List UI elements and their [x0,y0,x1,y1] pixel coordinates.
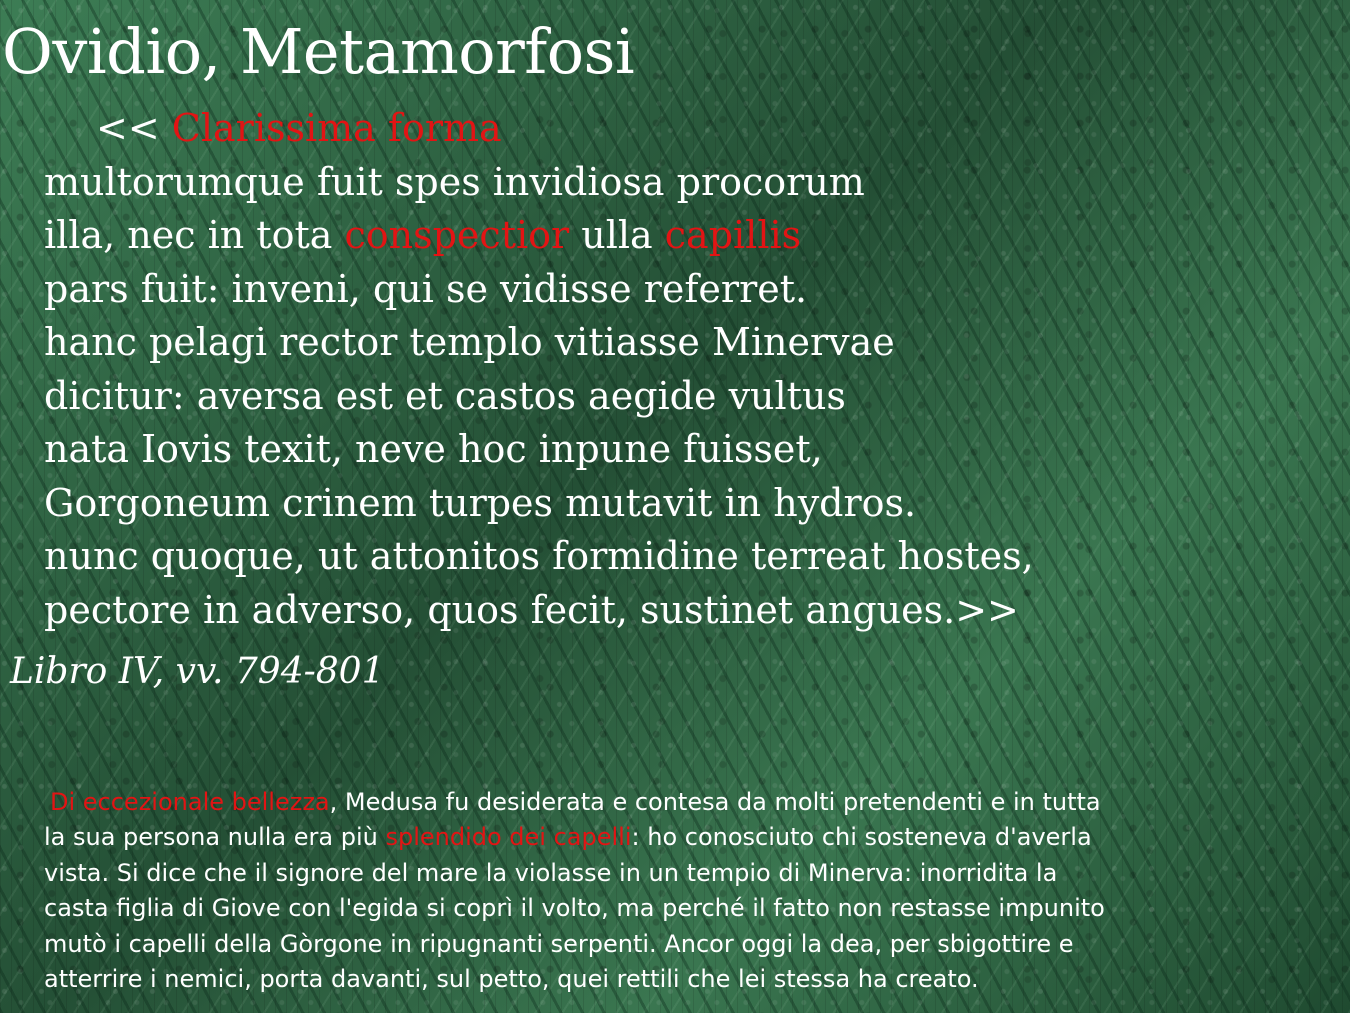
poem-line-1 [44,102,1034,156]
translation-line-4: casta figlia di Giove con l'egida si coprì il volto, ma perché il fatto non restasse impunito [44,894,1105,923]
poem-line-6: dicitur: aversa est et castos aegide vultus [44,373,846,418]
open-quote: << [96,106,172,150]
translation-line-2-text-b: : ho conosciuto chi sosteneva d'averla [631,823,1092,852]
poem-line-3-text-b: ulla [569,213,665,257]
highlight-conspectior: conspectior [344,213,570,257]
latin-poem [44,102,1034,637]
translation-line-6: atterrire i nemici, porta davanti, sul petto, quei rettili che lei stessa ha creato. [44,965,979,994]
highlight-splendido-dei-capelli: splendido dei capelli [385,823,632,852]
poem-line-8: Gorgoneum crinem turpes mutavit in hydros. [44,480,917,525]
poem-line-9: nunc quoque, ut attonitos formidine terreat hostes, [44,534,1034,578]
poem-line-3-text-a: illa, nec in tota [44,213,345,257]
translation-line-5: mutò i capelli della Gòrgone in ripugnanti serpenti. Ancor oggi la dea, per sbigottire e [44,929,1074,958]
translation-line-2 [44,820,1344,855]
poem-line-5: hanc pelagi rector templo vitiasse Minervae [44,320,895,364]
translation-line-1-rest: , Medusa fu desiderata e contesa da molti pretendenti e in tutta [329,788,1101,816]
highlight-capillis: capillis [664,213,802,257]
highlight-clarissima-forma: Clarissima forma [171,106,502,150]
poem-line-4: pars fuit: inveni, qui se vidisse referret. [44,266,808,311]
poem-line-3 [44,209,1034,263]
highlight-di-eccezionale-bellezza: Di eccezionale bellezza [50,788,330,816]
translation-line-3: vista. Si dice che il signore del mare la violasse in un tempio di Minerva: inorridita la [44,858,1058,887]
poem-line-7: nata Iovis texit, neve hoc inpune fuisset, [44,427,823,471]
translation-line-2-text-a: la sua persona nulla era più [44,823,386,852]
poem-line-10: pectore in adverso, quos fecit, sustinet angues.>> [44,587,1019,632]
poem-line-2: multorumque fuit spes invidiosa procorum [44,159,865,204]
citation: Libro IV, vv. 794-801 [10,651,385,692]
italian-translation [44,785,1344,997]
slide-title: Ovidio, Metamorfosi [2,15,635,88]
translation-line-1 [44,785,1344,820]
